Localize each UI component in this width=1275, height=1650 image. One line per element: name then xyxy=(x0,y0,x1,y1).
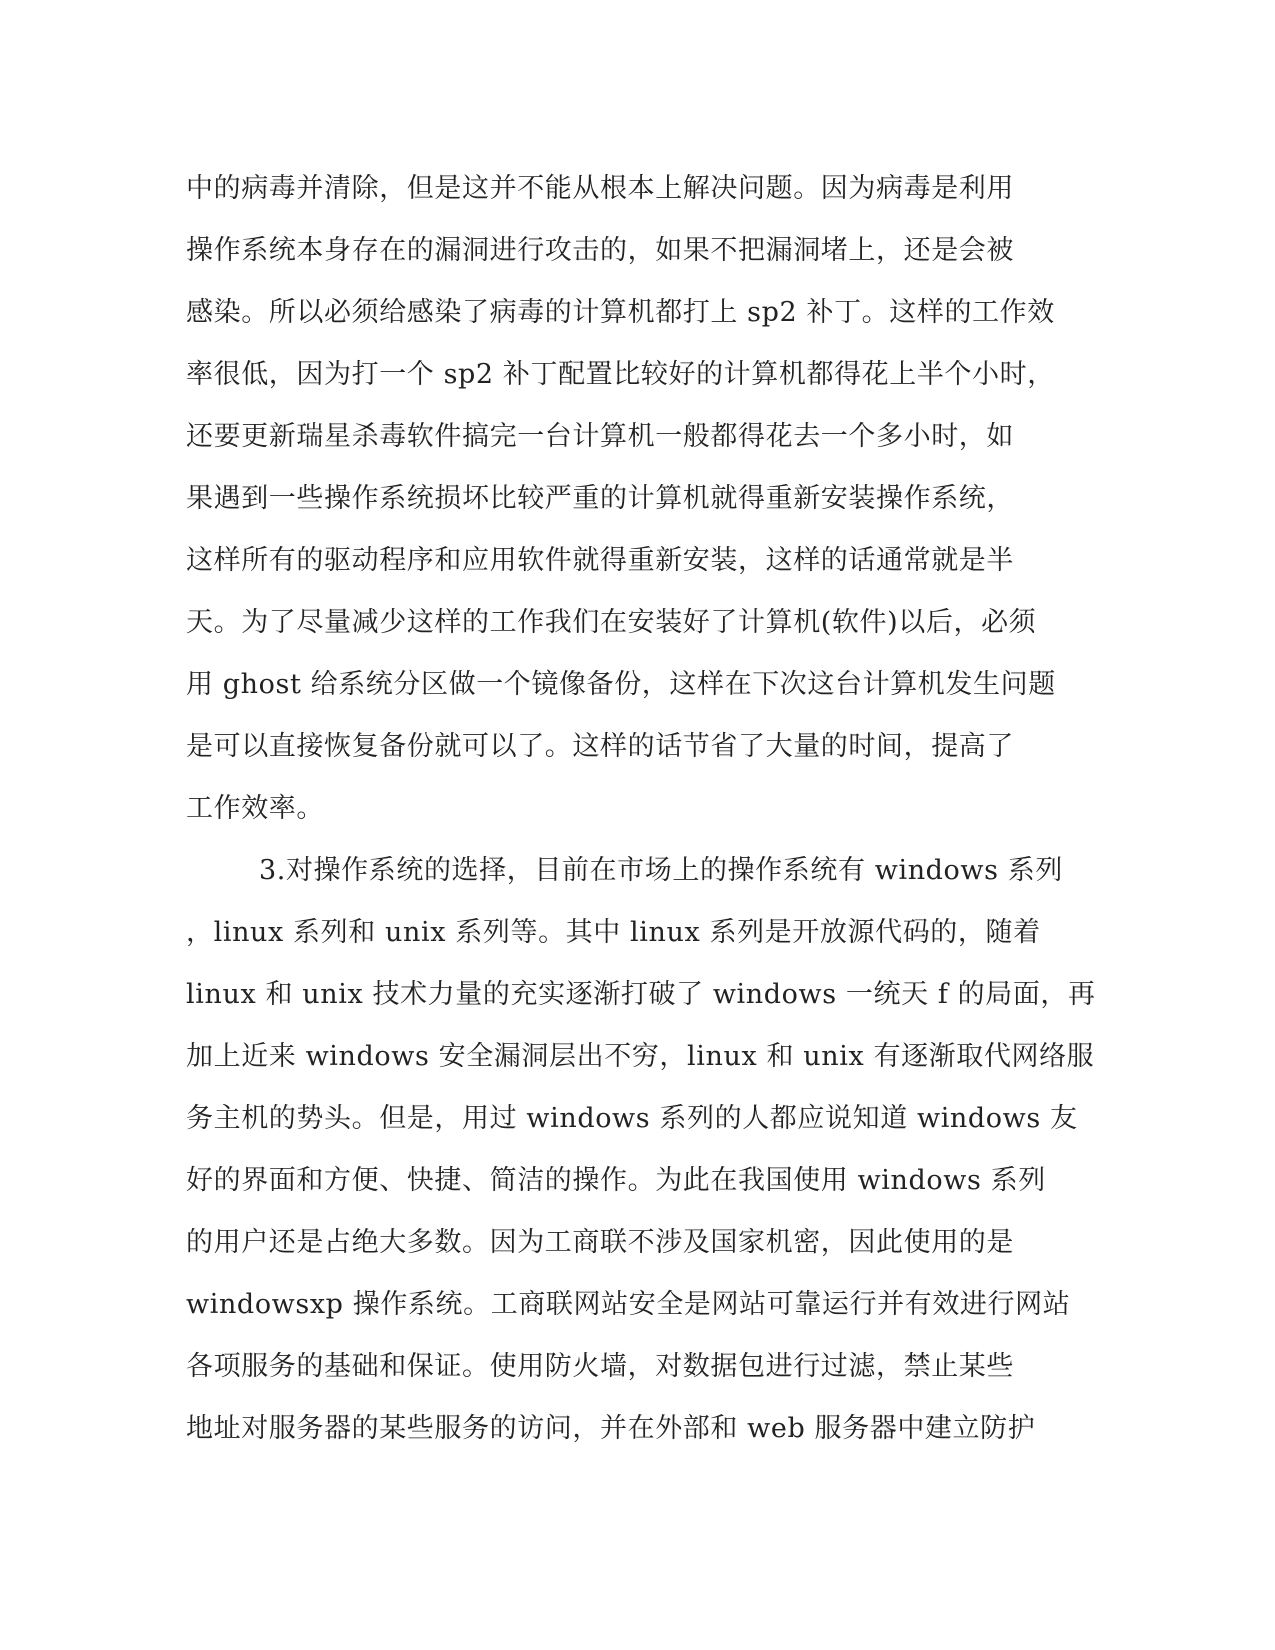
text-line: 是可以直接恢复备份就可以了。这样的话节省了大量的时间，提高了 xyxy=(186,731,1014,762)
text-line: 天。为了尽量减少这样的工作我们在安装好了计算机(软件)以后，必须 xyxy=(186,607,1037,638)
text-line: 果遇到一些操作系统损坏比较严重的计算机就得重新安装操作系统， xyxy=(186,483,1014,514)
text-line: 率很低，因为打一个 sp2 补丁配置比较好的计算机都得花上半个小时， xyxy=(186,359,1055,390)
text-line: ，linux 系列和 unix 系列等。其中 linux 系列是开放源代码的，随着 xyxy=(186,917,1041,948)
text-line: 这样所有的驱动程序和应用软件就得重新安装，这样的话通常就是半 xyxy=(186,545,1014,576)
text-line: 加上近来 windows 安全漏洞层出不穷，linux 和 unix 有逐渐取代网络服 xyxy=(186,1041,1095,1072)
text-line: 务主机的势头。但是，用过 windows 系列的人都应说知道 windows 友 xyxy=(186,1103,1078,1134)
body-text xyxy=(186,158,1096,1460)
text-line: 感染。所以必须给感染了病毒的计算机都打上 sp2 补丁。这样的工作效 xyxy=(186,297,1055,328)
text-line: 操作系统本身存在的漏洞进行攻击的，如果不把漏洞堵上，还是会被 xyxy=(186,235,1014,266)
text-line: 地址对服务器的某些服务的访问，并在外部和 web 服务器中建立防护 xyxy=(186,1413,1036,1444)
text-line: 的用户还是占绝大多数。因为工商联不涉及国家机密，因此使用的是 xyxy=(186,1227,1014,1258)
text-line: linux 和 unix 技术力量的充实逐渐打破了 windows 一统天 f 的局面，再 xyxy=(186,979,1096,1010)
text-line: 工作效率。 xyxy=(186,793,324,824)
text-line: 用 ghost 给系统分区做一个镜像备份，这样在下次这台计算机发生问题 xyxy=(186,669,1056,700)
text-line: 还要更新瑞星杀毒软件搞完一台计算机一般都得花去一个多小时，如 xyxy=(186,421,1014,452)
text-line: 中的病毒并清除，但是这并不能从根本上解决问题。因为病毒是利用 xyxy=(186,173,1014,204)
text-line: windowsxp 操作系统。工商联网站安全是网站可靠运行并有效进行网站 xyxy=(186,1289,1071,1320)
text-line: 好的界面和方便、快捷、简洁的操作。为此在我国使用 windows 系列 xyxy=(186,1165,1046,1196)
text-line: 各项服务的基础和保证。使用防火墙，对数据包进行过滤，禁止某些 xyxy=(186,1351,1014,1382)
paragraph-start-line: 3.对操作系统的选择，目前在市场上的操作系统有 windows 系列 xyxy=(259,855,1063,886)
